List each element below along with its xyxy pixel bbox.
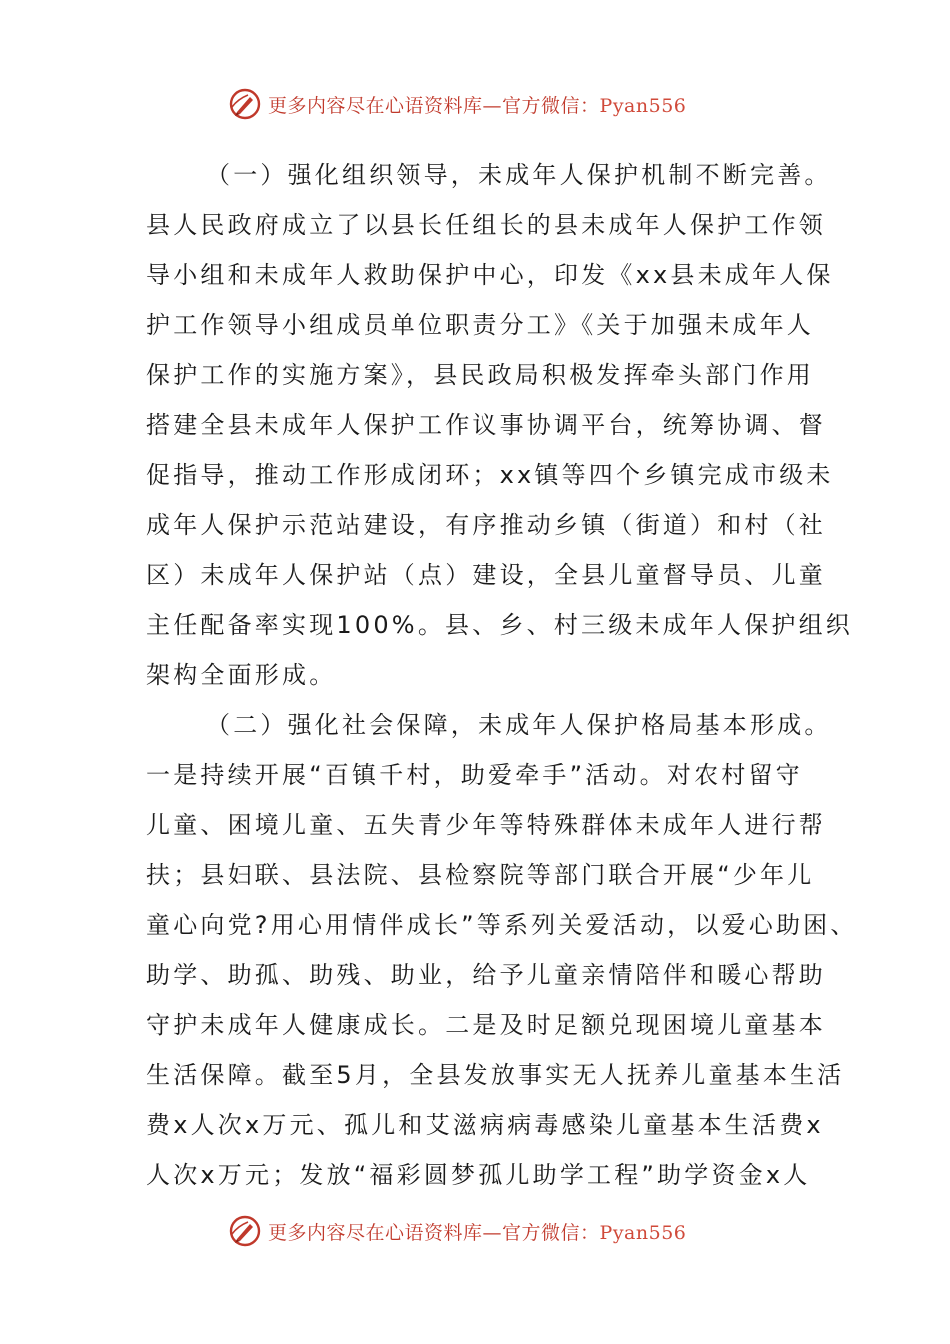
document-body: [146, 150, 858, 1200]
watermark-dash: —: [482, 94, 503, 117]
text-line: 搭建全县未成年人保护工作议事协调平台，统筹协调、督: [146, 411, 826, 439]
watermark-wechat-label: 官方微信：: [502, 1221, 600, 1244]
text-line: 守护未成年人健康成长。二是及时足额兑现困境儿童基本: [146, 1011, 826, 1039]
watermark-wechat-label: 官方微信：: [502, 94, 600, 117]
watermark-banner-bottom: [228, 1211, 748, 1251]
text-line: 保护工作的实施方案》，县民政局积极发挥牵头部门作用: [146, 361, 814, 389]
paragraph-heading: （一）强化组织领导，未成年人保护机制不断完善。: [206, 161, 832, 189]
watermark-wechat-id: Pyan556: [599, 1221, 687, 1244]
watermark-dash: —: [482, 1221, 503, 1244]
text-line: 费x人次x万元、孤儿和艾滋病病毒感染儿童基本生活费x: [146, 1111, 824, 1139]
text-line: 一是持续开展“百镇千村，助爱牵手”活动。对农村留守: [146, 761, 803, 789]
text-line: 护工作领导小组成员单位职责分工》《关于加强未成年人: [146, 311, 814, 339]
text-line: 导小组和未成年人救助保护中心，印发《xx县未成年人保: [146, 261, 834, 289]
text-line: 助学、助孤、助残、助业，给予儿童亲情陪伴和暖心帮助: [146, 961, 826, 989]
pen-circle-logo-icon: [228, 1214, 262, 1248]
text-line: 人次x万元；发放“福彩圆梦孤儿助学工程”助学资金x人: [146, 1161, 811, 1189]
watermark-main-text: 更多内容尽在心语资料库: [268, 1221, 483, 1244]
text-line: 扶；县妇联、县法院、县检察院等部门联合开展“少年儿: [146, 861, 815, 889]
text-line: 区）未成年人保护站（点）建设，全县儿童督导员、儿童: [146, 561, 826, 589]
pen-circle-logo-icon: [228, 87, 262, 121]
watermark-text: [268, 91, 686, 118]
watermark-banner-top: [228, 84, 748, 124]
text-line: 生活保障。截至5月，全县发放事实无人抚养儿童基本生活: [146, 1061, 845, 1089]
text-line: 架构全面形成。: [146, 661, 337, 689]
text-line: 县人民政府成立了以县长任组长的县未成年人保护工作领: [146, 211, 826, 239]
text-line: 儿童、困境儿童、五失青少年等特殊群体未成年人进行帮: [146, 811, 826, 839]
text-line: 主任配备率实现100%。县、乡、村三级未成年人保护组织: [146, 611, 854, 639]
paragraph-1: [146, 150, 854, 700]
paragraph-heading: （二）强化社会保障，未成年人保护格局基本形成。: [206, 711, 832, 739]
watermark-main-text: 更多内容尽在心语资料库: [268, 94, 483, 117]
text-line: 促指导，推动工作形成闭环；xx镇等四个乡镇完成市级未: [146, 461, 834, 489]
paragraph-2: [146, 700, 858, 1200]
text-line: 成年人保护示范站建设，有序推动乡镇（街道）和村（社: [146, 511, 826, 539]
watermark-wechat-id: Pyan556: [599, 94, 687, 117]
text-line: 童心向党?用心用情伴成长”等系列关爱活动，以爱心助困、: [146, 911, 858, 939]
watermark-text: [268, 1218, 686, 1245]
